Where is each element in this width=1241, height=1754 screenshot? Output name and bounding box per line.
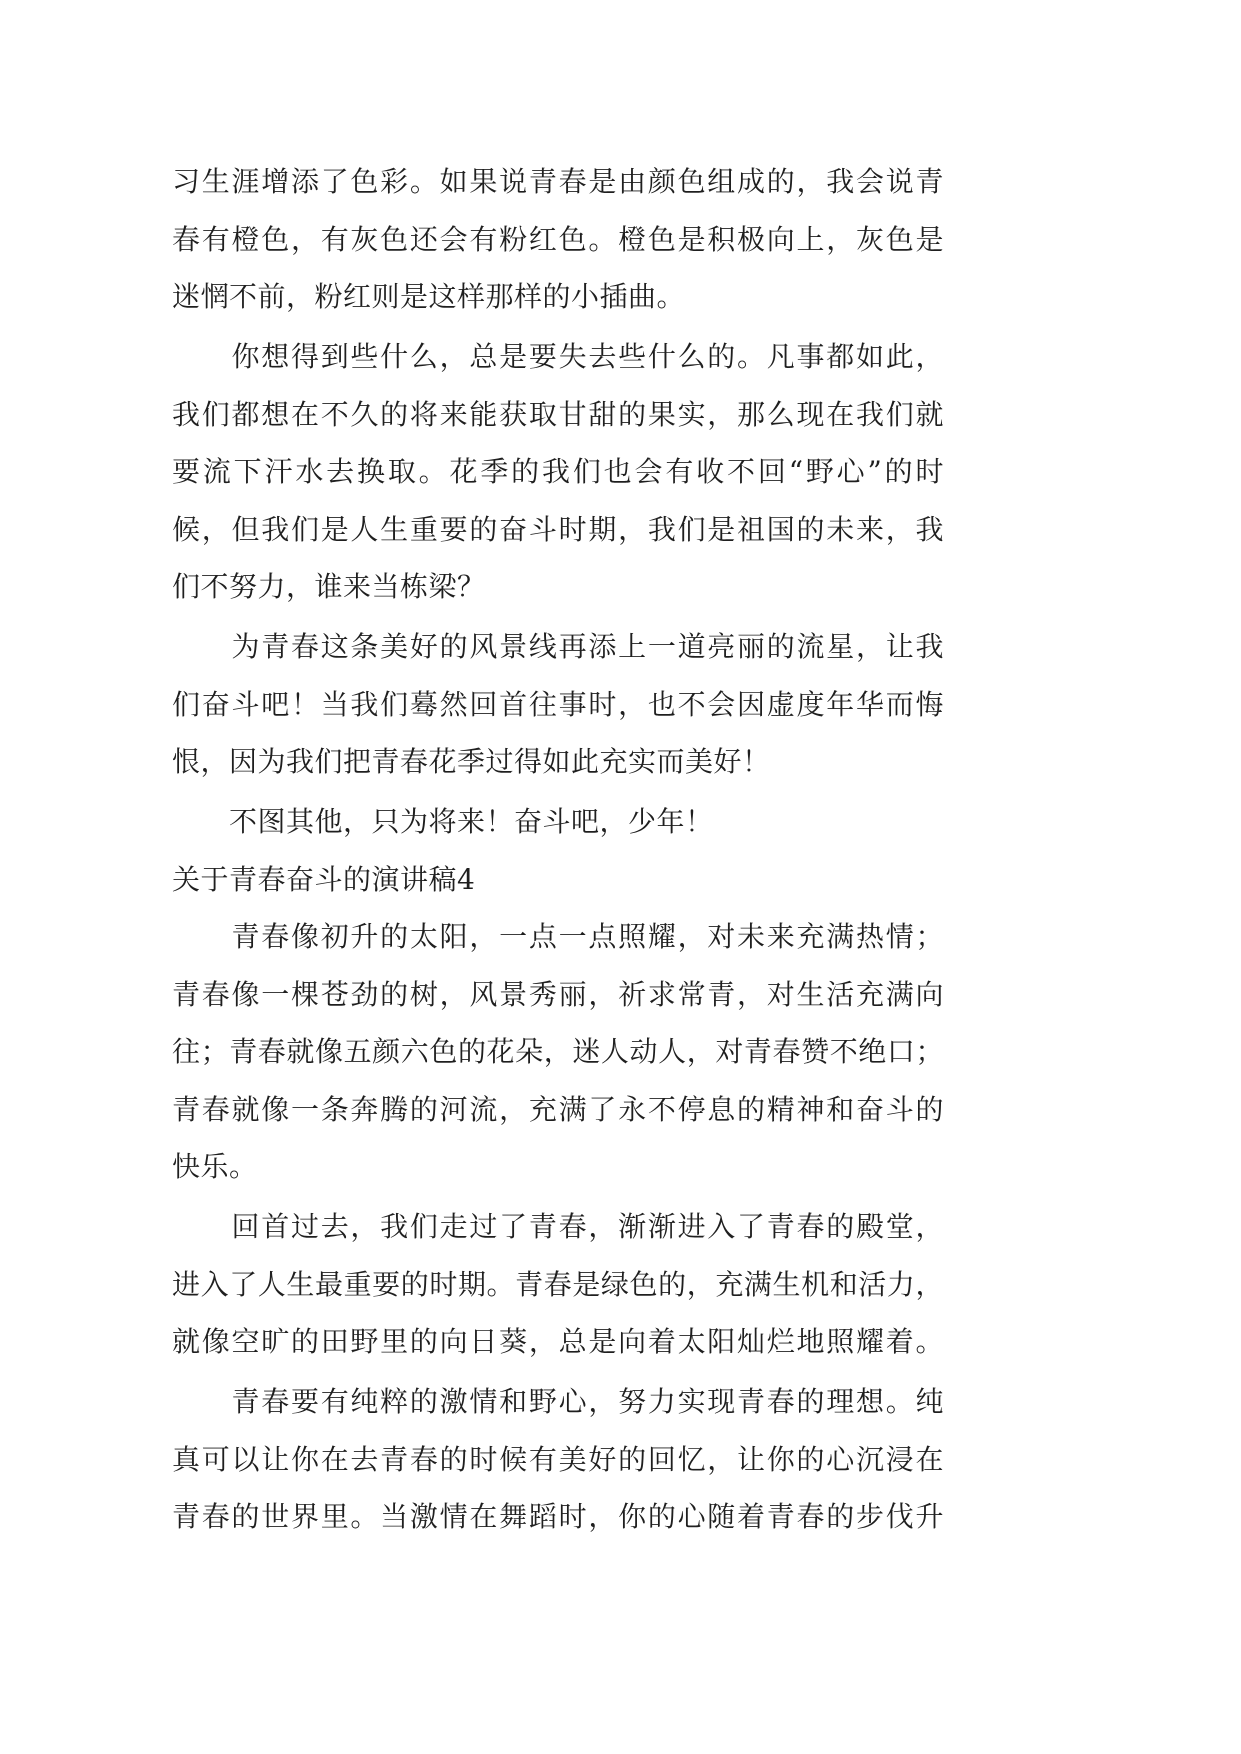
text-line: 我们都想在不久的将来能获取甘甜的果实，那么现在我们就 [172, 397, 944, 431]
text-line: 进入了人生最重要的时期。青春是绿色的，充满生机和活力， [172, 1267, 944, 1301]
text-line: 候，但我们是人生重要的奋斗时期，我们是祖国的未来，我 [172, 512, 944, 546]
text-line: 为青春这条美好的风景线再添上一道亮丽的流星，让我 [172, 630, 944, 663]
paragraph [172, 153, 944, 326]
text-line: 习生涯增添了色彩。如果说青春是由颜色组成的，我会说青 [172, 165, 944, 198]
text-line: 快乐。 [172, 1150, 258, 1183]
text-line: 你想得到些什么，总是要失去些什么的。凡事都如此， [172, 340, 944, 373]
text-line: 青春就像一条奔腾的河流，充满了永不停息的精神和奋斗的 [172, 1092, 944, 1126]
text-line: 恨，因为我们把青春花季过得如此充实而美好！ [172, 745, 771, 778]
text-line: 青春像初升的太阳，一点一点照耀，对未来充满热情； [172, 920, 944, 953]
text-line: 要流下汗水去换取。花季的我们也会有收不回“野心”的时 [172, 455, 944, 488]
text-line: 春有橙色，有灰色还会有粉红色。橙色是积极向上，灰色是 [172, 222, 944, 256]
paragraph [172, 1373, 944, 1546]
paragraph [172, 1198, 944, 1371]
text-line: 青春像一棵苍劲的树，风景秀丽，祈求常青，对生活充满向 [172, 977, 944, 1011]
body-text [172, 153, 944, 1546]
paragraph [172, 618, 944, 791]
paragraph [172, 793, 944, 851]
text-line: 青春的世界里。当激情在舞蹈时，你的心随着青春的步伐升 [172, 1500, 944, 1533]
paragraph [172, 908, 944, 1196]
text-line: 们奋斗吧！当我们蓦然回首往事时，也不会因虚度年华而悔 [172, 687, 944, 721]
text-line: 往；青春就像五颜六色的花朵，迷人动人，对青春赞不绝口； [172, 1035, 944, 1068]
text-line: 就像空旷的田野里的向日葵，总是向着太阳灿烂地照耀着。 [172, 1325, 944, 1358]
text-line: 不图其他，只为将来！奋斗吧，少年！ [172, 805, 714, 838]
section-title: 关于青春奋斗的演讲稿4 [172, 862, 476, 896]
text-line: 回首过去，我们走过了青春，渐渐进入了青春的殿堂， [172, 1210, 944, 1243]
text-line: 们不努力，谁来当栋梁？ [172, 570, 486, 603]
text-line: 青春要有纯粹的激情和野心，努力实现青春的理想。纯 [172, 1385, 944, 1418]
paragraph [172, 328, 944, 616]
text-line: 迷惘不前，粉红则是这样那样的小插曲。 [172, 280, 686, 313]
text-line: 真可以让你在去青春的时候有美好的回忆，让你的心沉浸在 [172, 1442, 944, 1476]
